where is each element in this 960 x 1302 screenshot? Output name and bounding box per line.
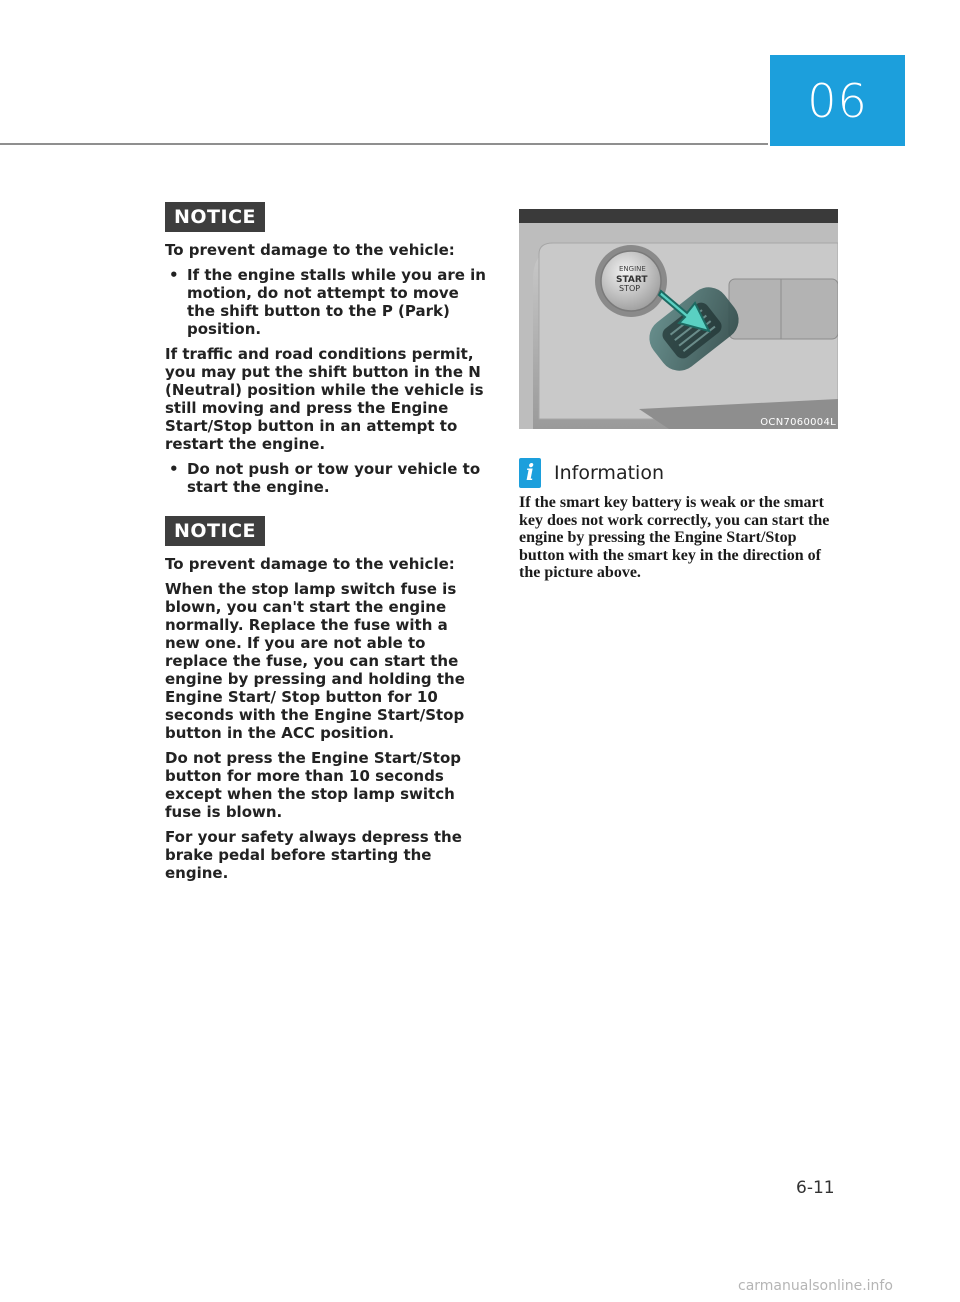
button-start-label: START (616, 275, 648, 285)
left-column (165, 202, 487, 902)
button-stop-label: STOP (619, 284, 641, 293)
notice-block-1 (165, 202, 487, 496)
information-body: If the smart key battery is weak or the smart key does not work correctly, you can start the engine by pressing the Engine Start/Stop button with the smart key in the direction of the picture above. (519, 494, 830, 581)
information-heading (519, 458, 664, 488)
notice-paragraph: When the stop lamp switch fuse is blown, you can't start the engine normally. Replace the fuse with a new one. If you are not able to replace the fuse, you can start the engine by pressing and holding the Engine Start/ Stop button for 10 seconds with the Engine Start/Stop button in the ACC position. (165, 580, 465, 742)
notice-paragraph: For your safety always depress the brake pedal before starting the engine. (165, 828, 462, 882)
bullet-item (165, 460, 487, 496)
page-number: 6-11 (796, 1178, 835, 1198)
header-rule (0, 143, 768, 145)
notice-paragraph: Do not press the Engine Start/Stop button for more than 10 seconds except when the stop lamp switch fuse is blown. (165, 749, 462, 821)
button-engine-label: ENGINE (619, 265, 646, 273)
bullet-sub-text: If traffic and road conditions permit, you may put the shift button in the N (Neutral) position while the vehicle is still moving and press the Engine Start/Stop button in an attempt to restart the engine. (165, 345, 484, 453)
bullet-text: Do not push or tow your vehicle to start the engine. (187, 460, 481, 496)
smart-key-illustration (519, 209, 838, 429)
notice-intro: To prevent damage to the vehicle: (165, 555, 455, 573)
information-title: Information (554, 462, 664, 484)
bullet-dot: • (169, 266, 179, 284)
smart-key-figure (519, 209, 838, 429)
bullet-dot: • (169, 460, 179, 478)
figure-code: OCN7060004L (760, 417, 836, 428)
notice-badge: NOTICE (165, 202, 265, 232)
notice-body (165, 555, 487, 882)
notice-badge: NOTICE (165, 516, 265, 546)
notice-intro: To prevent damage to the vehicle: (165, 241, 455, 259)
watermark: carmanualsonline.info (738, 1278, 893, 1294)
notice-block-2 (165, 516, 487, 882)
info-icon: i (519, 458, 541, 488)
bullet-text: If the engine stalls while you are in motion, do not attempt to move the shift button to the P (Park) position. (187, 266, 486, 338)
chapter-tab: 06 (770, 55, 905, 146)
notice-body (165, 241, 487, 496)
bullet-item (165, 266, 487, 338)
